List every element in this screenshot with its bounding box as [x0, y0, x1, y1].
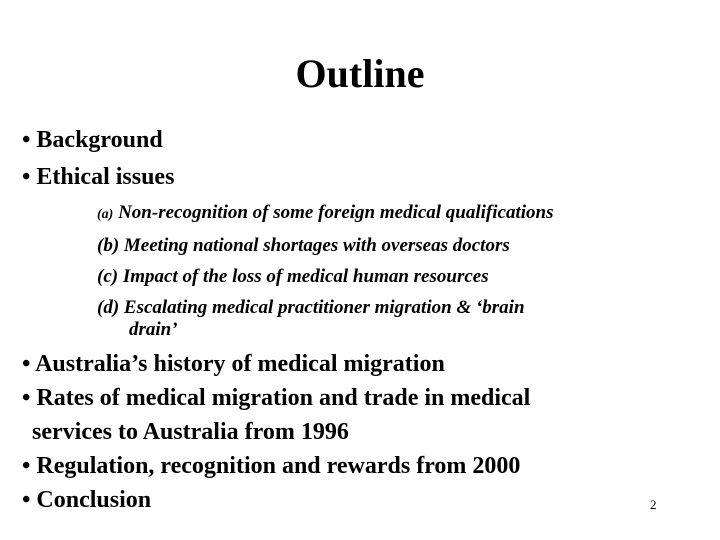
sub-item-b-marker: (b)	[97, 235, 120, 256]
bullet-rates-continuation: services to Australia from 1996	[32, 419, 349, 445]
sub-item-b	[97, 230, 707, 261]
sub-item-a-text: Non-recognition of some foreign medical qualifications	[113, 202, 554, 223]
sub-item-d-marker: (d)	[97, 297, 120, 318]
sub-item-c-text: Impact of the loss of medical human resources	[118, 266, 489, 287]
ethical-issues-sub-list	[97, 197, 707, 341]
slide-title-text: Outline	[295, 51, 425, 96]
bullet-rates	[22, 381, 662, 449]
bottom-bullet-list	[22, 347, 662, 517]
page-number: 2	[650, 497, 657, 512]
bullet-regulation	[22, 449, 662, 483]
bullet-background: • Background	[22, 127, 163, 153]
sub-item-d	[97, 292, 707, 341]
bullet-regulation-text: • Regulation, recognition and rewards from 2000	[22, 453, 521, 479]
top-bullet-list	[22, 122, 174, 196]
sub-item-b-text: Meeting national shortages with overseas doctors	[119, 235, 510, 256]
bullet-ethical-issues: • Ethical issues	[22, 164, 175, 190]
bullet-history	[22, 347, 662, 381]
sub-item-a-marker: (a)	[97, 207, 114, 222]
sub-item-a	[97, 197, 707, 230]
sub-item-c-marker: (c)	[97, 266, 119, 287]
sub-item-d-text: Escalating medical practitioner migration & ‘brain	[119, 297, 525, 318]
bullet-conclusion-text: • Conclusion	[22, 487, 152, 513]
bullet-conclusion	[22, 483, 662, 517]
sub-item-d-continuation: drain’	[129, 319, 178, 340]
bullet-rates-text: • Rates of medical migration and trade in medical	[22, 385, 531, 411]
bullet-history-text: • Australia’s history of medical migration	[22, 351, 445, 377]
sub-item-c	[97, 261, 707, 292]
slide-title	[0, 50, 720, 98]
